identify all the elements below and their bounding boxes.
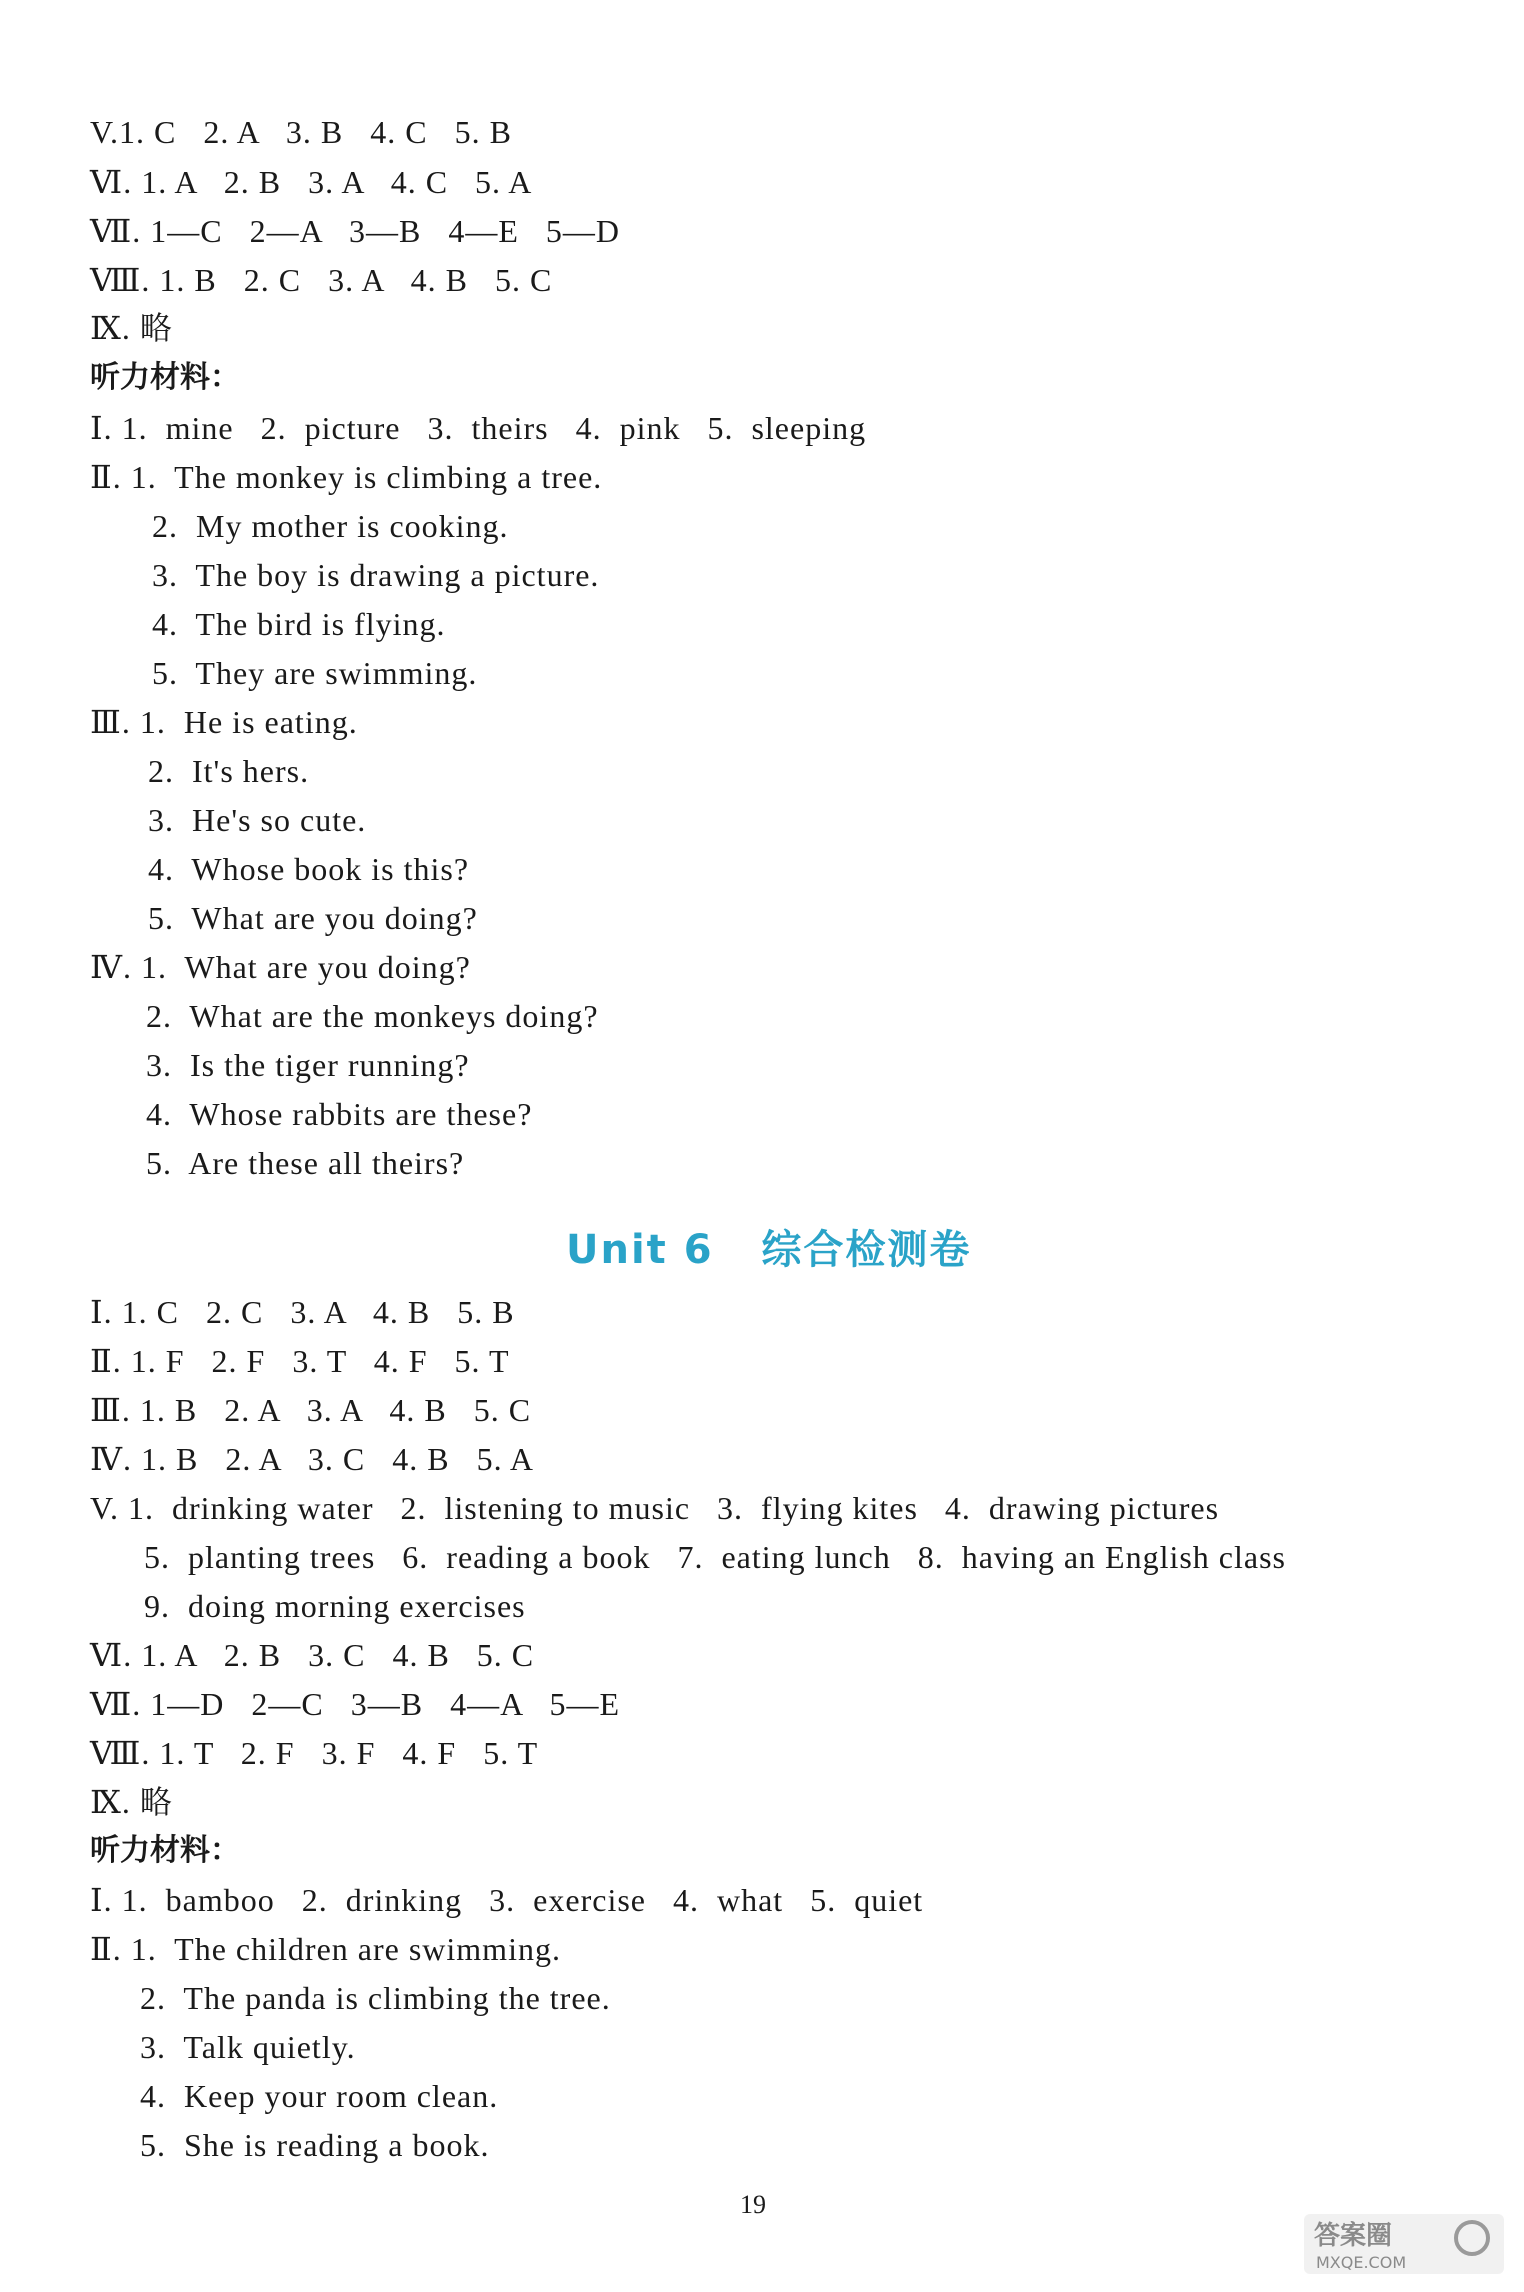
answer-line-viii: Ⅷ. 1. T 2. F 3. F 4. F 5. T (90, 1735, 539, 1771)
page-number: 19 (740, 2190, 766, 2219)
answer-line-iv: Ⅳ. 1. B 2. A 3. C 4. B 5. A (90, 1441, 534, 1477)
listening-line-ii-4: 4. Keep your room clean. (140, 2078, 499, 2114)
listening-line-ii-1: Ⅱ. 1. The children are swimming. (90, 1931, 561, 1967)
listening-line-iv-4: 4. Whose rabbits are these? (146, 1096, 533, 1132)
listening-line-iii-5: 5. What are you doing? (148, 900, 478, 936)
listening-line-iv-1: Ⅳ. 1. What are you doing? (90, 949, 471, 985)
watermark-logo (1304, 2214, 1504, 2274)
answer-line-vii: Ⅶ. 1—C 2—A 3—B 4—E 5—D (90, 213, 620, 249)
listening-line-ii-5: 5. She is reading a book. (140, 2127, 490, 2163)
answer-line-ix: Ⅸ. 略 (90, 310, 173, 346)
listening-line-ii-5: 5. They are swimming. (152, 655, 478, 691)
listening-line-iv-2: 2. What are the monkeys doing? (146, 998, 599, 1034)
listening-line-ii-3: 3. The boy is drawing a picture. (152, 557, 600, 593)
listening-label: 听力材料： (90, 1833, 240, 1868)
listening-line-iii-1: Ⅲ. 1. He is eating. (90, 704, 358, 740)
answer-line-v-2: 5. planting trees 6. reading a book 7. eating lunch 8. having an English class (144, 1539, 1286, 1575)
listening-line-ii-3: 3. Talk quietly. (140, 2029, 356, 2065)
answer-line-vi: Ⅵ. 1. A 2. B 3. C 4. B 5. C (90, 1637, 535, 1673)
listening-line-i: Ⅰ. 1. bamboo 2. drinking 3. exercise 4. what 5. quiet (90, 1882, 924, 1918)
listening-line-i: Ⅰ. 1. mine 2. picture 3. theirs 4. pink 5. sleeping (90, 410, 867, 446)
svg-text:答案圈: 答案圈 (1314, 2221, 1393, 2251)
answer-line-viii: Ⅷ. 1. B 2. C 3. A 4. B 5. C (90, 262, 553, 298)
svg-text:MXQE.COM: MXQE.COM (1316, 2253, 1407, 2272)
listening-line-iii-4: 4. Whose book is this? (148, 851, 470, 887)
listening-line-ii-2: 2. The panda is climbing the tree. (140, 1980, 611, 2016)
answer-line-v-1: V. 1. drinking water 2. listening to music 3. flying kites 4. drawing pictures (90, 1490, 1220, 1526)
answer-line-v: V.1. C 2. A 3. B 4. C 5. B (90, 114, 512, 150)
listening-line-iv-5: 5. Are these all theirs? (146, 1145, 465, 1181)
answer-line-vii: Ⅶ. 1—D 2—C 3—B 4—A 5—E (90, 1686, 620, 1722)
listening-label: 听力材料： (90, 360, 240, 395)
listening-line-ii-4: 4. The bird is flying. (152, 606, 446, 642)
answer-line-i: Ⅰ. 1. C 2. C 3. A 4. B 5. B (90, 1294, 515, 1330)
answer-line-iii: Ⅲ. 1. B 2. A 3. A 4. B 5. C (90, 1392, 532, 1428)
answer-line-v-3: 9. doing morning exercises (144, 1588, 526, 1624)
listening-line-iii-2: 2. It's hers. (148, 753, 310, 789)
listening-line-iii-3: 3. He's so cute. (148, 802, 367, 838)
listening-line-ii-2: 2. My mother is cooking. (152, 508, 509, 544)
answer-line-ii: Ⅱ. 1. F 2. F 3. T 4. F 5. T (90, 1343, 510, 1379)
listening-line-iv-3: 3. Is the tiger running? (146, 1047, 470, 1083)
answer-line-vi: Ⅵ. 1. A 2. B 3. A 4. C 5. A (90, 164, 533, 200)
unit-title: Unit 6 综合检测卷 (566, 1227, 972, 1273)
answer-line-ix: Ⅸ. 略 (90, 1784, 173, 1820)
listening-line-ii-1: Ⅱ. 1. The monkey is climbing a tree. (90, 459, 603, 495)
